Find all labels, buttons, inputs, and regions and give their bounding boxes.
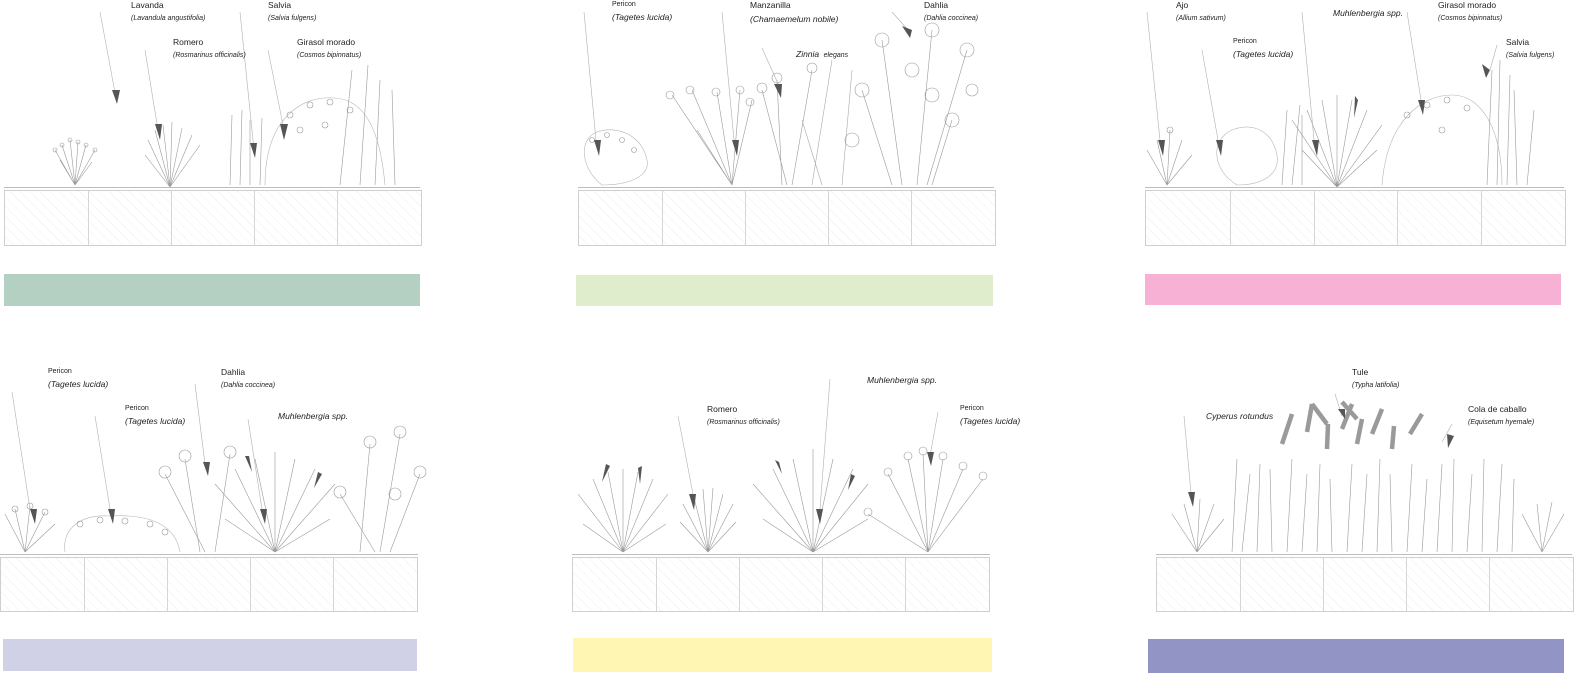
scientific-name: (Tagetes lucida) xyxy=(48,379,109,389)
plant-illustration xyxy=(572,0,1002,190)
planter-box xyxy=(578,190,996,246)
plant-label xyxy=(960,405,1020,426)
planter-box xyxy=(572,557,990,612)
salvia-plant xyxy=(1487,60,1534,185)
pericon-plant xyxy=(65,516,180,552)
salvia-plant xyxy=(230,110,262,185)
plant-label xyxy=(612,1,672,22)
scientific-name: (Dahlia coccinea) xyxy=(221,381,276,389)
dahlia-plant xyxy=(334,426,426,552)
plant-label xyxy=(707,405,780,426)
common-name: Dahlia xyxy=(221,367,246,377)
cyperus-plant xyxy=(1172,499,1564,552)
zinnia-plant xyxy=(757,63,817,185)
common-name: Cola de caballo xyxy=(1468,404,1527,414)
common-name: Ajo xyxy=(1176,0,1189,10)
plant-label xyxy=(1233,38,1293,59)
rosemary-plant xyxy=(145,122,200,187)
chamomile-plant xyxy=(666,86,754,185)
scientific-name: Muhlenbergia spp. xyxy=(867,375,937,385)
plant-label xyxy=(173,38,246,59)
color-swatch xyxy=(4,274,420,306)
common-name: Tule xyxy=(1352,367,1369,377)
scientific-name: (Tagetes lucida) xyxy=(612,12,673,22)
common-name: Girasol morado xyxy=(1438,0,1497,10)
scientific-name: (Equisetum hyemale) xyxy=(1468,418,1535,426)
color-swatch xyxy=(1145,274,1561,305)
muhlenbergia-plant xyxy=(578,469,668,552)
scientific-name: (Salvia fulgens) xyxy=(268,14,317,22)
scientific-name: elegans xyxy=(823,52,849,59)
common-name: Salvia xyxy=(268,0,292,10)
plant-label xyxy=(221,368,275,389)
common-name: Girasol morado xyxy=(297,37,356,47)
plant-label xyxy=(1468,405,1534,426)
plant-illustration xyxy=(0,364,440,556)
plant-label xyxy=(1506,38,1554,59)
plant-label xyxy=(268,1,316,22)
pericon-plant xyxy=(864,447,987,552)
typha-plant xyxy=(1282,402,1422,449)
common-name: Pericon xyxy=(125,405,149,412)
plant-label xyxy=(924,1,978,22)
common-name: Pericon xyxy=(48,368,72,375)
planting-panel-5 xyxy=(568,364,1021,676)
planting-panel-2 xyxy=(572,0,1002,310)
dahlia-plant xyxy=(159,446,236,552)
planting-panel-4 xyxy=(0,364,440,676)
common-name: Romero xyxy=(173,37,204,47)
muhlenbergia-plant xyxy=(753,449,868,552)
plant-illustration xyxy=(1142,364,1572,556)
scientific-name: Muhlenbergia spp. xyxy=(1333,8,1403,18)
plant-label xyxy=(48,368,108,389)
common-name: Romero xyxy=(707,404,738,414)
plant-label xyxy=(131,1,205,22)
common-name: Dahlia xyxy=(924,0,949,10)
plant-illustration xyxy=(1142,0,1572,190)
common-name: Pericon xyxy=(612,1,636,8)
plant-label xyxy=(867,376,937,385)
common-name: Pericon xyxy=(1233,38,1257,45)
garlic-plant xyxy=(1147,127,1192,185)
common-name: Zinnia xyxy=(796,49,820,59)
scientific-name: (Chamaemelum nobile) xyxy=(750,13,839,24)
scientific-name: (Rosmarinus officinalis) xyxy=(707,418,780,426)
plant-label xyxy=(1206,412,1273,421)
muhlenbergia-plant xyxy=(215,452,335,552)
planting-panel-3 xyxy=(1142,0,1572,310)
plant-illustration xyxy=(568,364,998,556)
scientific-name: Muhlenbergia spp. xyxy=(278,411,348,421)
scientific-name: (Rosmarinus officinalis) xyxy=(173,51,246,59)
plant-label xyxy=(750,1,838,23)
common-name: Salvia xyxy=(1506,37,1530,47)
color-swatch xyxy=(573,638,992,672)
plant-label xyxy=(796,45,848,61)
plant-label xyxy=(1333,9,1403,18)
pericon-plant xyxy=(584,130,647,185)
scientific-name: (Lavandula angustifolia) xyxy=(131,14,206,22)
dahlia-plant xyxy=(845,23,978,185)
plant-illustration xyxy=(0,0,430,190)
scientific-name: (Allium sativum) xyxy=(1176,14,1226,22)
scientific-name: (Dahlia coccinea) xyxy=(924,14,979,22)
rosemary-plant xyxy=(680,488,736,552)
pericon-plant xyxy=(5,503,55,552)
plant-label xyxy=(297,38,361,59)
scientific-name: Cyperus rotundus xyxy=(1206,411,1274,421)
plant-label xyxy=(125,405,185,426)
common-name: Pericon xyxy=(960,405,984,412)
cosmos-plant xyxy=(1382,95,1502,185)
planter-box xyxy=(1156,557,1574,612)
scientific-name: (Tagetes lucida) xyxy=(1233,49,1294,59)
plant-label xyxy=(1352,368,1399,389)
scientific-name: (Salvia fulgens) xyxy=(1506,51,1555,59)
plant-label xyxy=(1438,1,1502,22)
muhlenbergia-plant xyxy=(1292,95,1382,187)
plant-label xyxy=(1176,1,1226,22)
scientific-name: (Cosmos bipinnatus) xyxy=(297,51,362,59)
scientific-name: (Cosmos bipinnatus) xyxy=(1438,14,1503,22)
planting-panel-1 xyxy=(0,0,430,310)
common-name: Lavanda xyxy=(131,0,164,10)
planting-panel-6 xyxy=(1142,364,1572,676)
planter-box xyxy=(1145,190,1566,246)
common-name: Manzanilla xyxy=(750,0,791,10)
scientific-name: (Tagetes lucida) xyxy=(125,416,186,426)
planter-box xyxy=(0,557,418,612)
pericon-plant xyxy=(1217,105,1302,185)
equisetum-plant xyxy=(1232,459,1514,552)
color-swatch xyxy=(1148,639,1564,673)
planter-box xyxy=(4,190,422,246)
scientific-name: (Typha latifolia) xyxy=(1352,381,1400,389)
color-swatch xyxy=(3,639,417,671)
lavender-plant xyxy=(53,138,97,185)
scientific-name: (Tagetes lucida) xyxy=(960,416,1021,426)
color-swatch xyxy=(576,275,993,306)
plant-label xyxy=(278,412,348,421)
